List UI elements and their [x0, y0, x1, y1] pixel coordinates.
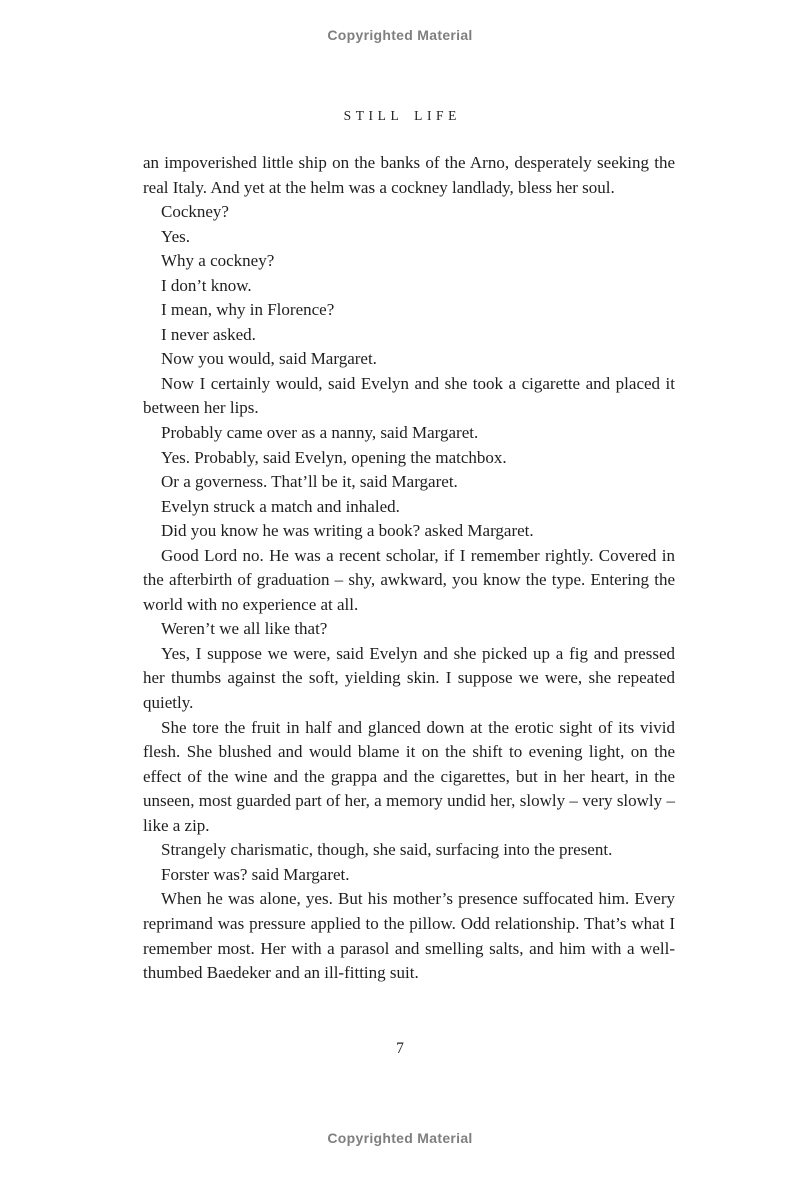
paragraph: I don’t know.	[161, 275, 252, 295]
body-text	[143, 151, 675, 986]
paragraph: Did you know he was writing a book? asked Margaret.	[161, 521, 534, 541]
page-number: 7	[396, 1040, 404, 1057]
paragraph: Now you would, said Margaret.	[161, 349, 377, 369]
paragraph: She tore the fruit in half and glanced down at the erotic sight of its vivid flesh. She blushed and would blame it on the shift to evening light, on the effect of the wine and the grappa and the cigarettes, but in her heart, in the unseen, most guarded part of her, a memory undid her, slowly – very slowly – like a zip.	[143, 717, 675, 835]
paragraph: Forster was? said Margaret.	[161, 864, 350, 884]
paragraph: Yes. Probably, said Evelyn, opening the matchbox.	[161, 447, 507, 467]
paragraph: Yes, I suppose we were, said Evelyn and she picked up a fig and pressed her thumbs against the soft, yielding skin. I suppose we were, she repeated quietly.	[143, 643, 675, 713]
paragraph: Weren’t we all like that?	[161, 619, 328, 639]
paragraph: an impoverished little ship on the banks of the Arno, desperately seeking the real Italy. And yet at the helm was a cockney landlady, bless her soul.	[143, 153, 675, 197]
paragraph: Or a governess. That’ll be it, said Margaret.	[161, 472, 458, 492]
paragraph: Why a cockney?	[161, 251, 275, 271]
paragraph: Cockney?	[161, 202, 229, 222]
copyright-notice-bottom: Copyrighted Material	[327, 1130, 473, 1146]
paragraph: When he was alone, yes. But his mother’s presence suffocated him. Every reprimand was pressure applied to the pillow. Odd relationship. That’s what I remember most. Her with a parasol and smelling salts, and him with a well-thumbed Baedeker and an ill-fitting suit.	[143, 889, 675, 983]
paragraph: Good Lord no. He was a recent scholar, if I remember rightly. Covered in the afterbirth of graduation – shy, awkward, you know the type. Entering the world with no experience at all.	[143, 545, 675, 614]
paragraph: Now I certainly would, said Evelyn and she took a cigarette and placed it between her lips.	[143, 373, 675, 418]
paragraph: I never asked.	[161, 324, 256, 344]
paragraph: Evelyn struck a match and inhaled.	[161, 496, 400, 516]
running-header: STILL LIFE	[343, 108, 461, 123]
paragraph: Probably came over as a nanny, said Margaret.	[161, 423, 479, 443]
paragraph: I mean, why in Florence?	[161, 300, 335, 320]
paragraph: Strangely charismatic, though, she said, surfacing into the present.	[161, 840, 613, 860]
copyright-notice-top: Copyrighted Material	[327, 27, 473, 43]
paragraph: Yes.	[161, 226, 190, 246]
